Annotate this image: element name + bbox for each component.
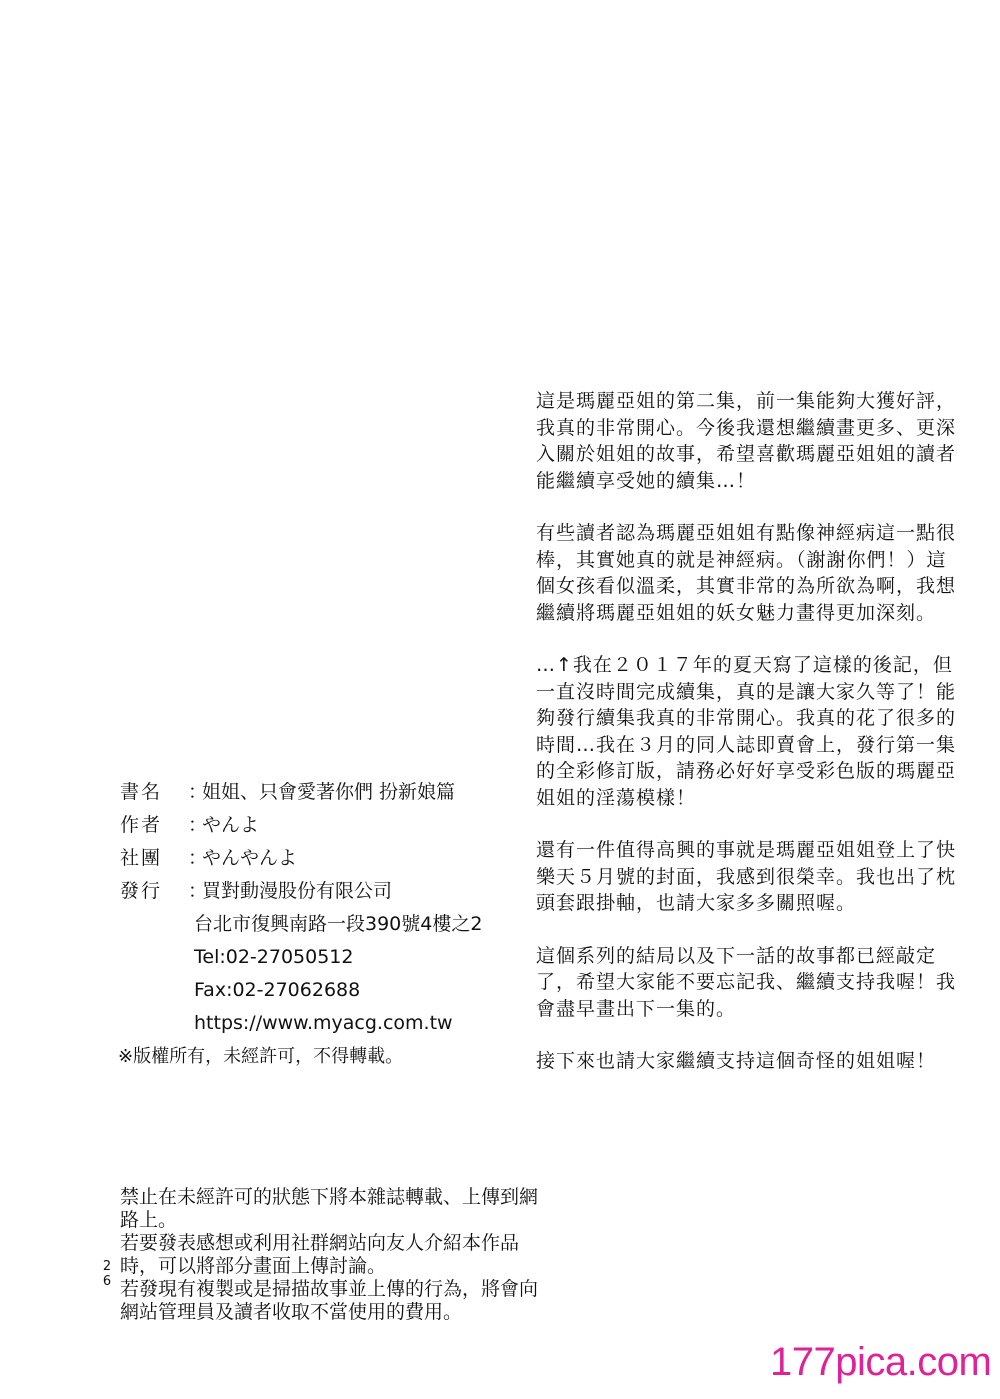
publisher-tel: Tel:02-27050512 (194, 946, 354, 968)
afterword-paragraph-6: 接下來也請大家繼續支持這個奇怪的姐姐喔！ (536, 1050, 937, 1072)
colophon-title-row (120, 776, 520, 809)
afterword (536, 388, 956, 1101)
separator: ： (188, 880, 208, 902)
publisher-url: https://www.myacg.com.tw (194, 1012, 453, 1034)
publisher-fax: Fax:02-27062688 (194, 979, 361, 1001)
colophon-circle-row (120, 842, 520, 875)
author-label: 作者 (120, 814, 163, 836)
separator: ： (188, 781, 208, 803)
circle-value: やんやんよ (202, 847, 298, 869)
separator: ： (188, 847, 208, 869)
notice-line-3: 若發現有複製或是掃描故事並上傳的行為，將會向網站管理員及讀者收取不當使用的費用。 (120, 1278, 539, 1323)
colophon-author-row (120, 809, 520, 842)
notice-line-1: 禁止在未經許可的狀態下將本雜誌轉載、上傳到網路上。 (120, 1186, 539, 1231)
notice-line-2: 若要發表感想或利用社群網站向友人介紹本作品時，可以將部分畫面上傳討論。 (120, 1232, 520, 1277)
afterword-paragraph-1: 這是瑪麗亞姐的第二集，前一集能夠大獲好評，我真的非常開心。今後我還想繼續畫更多、更深入關於姐姐的故事，希望喜歡瑪麗亞姐姐的讀者能繼續享受她的續集…！ (536, 390, 957, 492)
separator: ： (188, 814, 208, 836)
afterword-paragraph-3: …↑我在２０１７年的夏天寫了這樣的後記，但一直沒時間完成續集，真的是讓大家久等了！能夠發行續集我真的非常開心。我真的花了很多的時間…我在３月的同人誌即賣會上，發行第一集的全彩修訂版，請務必好好享受彩色版的瑪麗亞姐姐的淫蕩模樣！ (536, 654, 957, 809)
copyright-notice: ※版權所有，未經許可，不得轉載。 (118, 1046, 404, 1067)
colophon (120, 776, 520, 1073)
author-value: やんよ (202, 814, 260, 836)
afterword-paragraph-5: 這個系列的結局以及下一話的故事都已經敲定了，希望大家能不要忘記我、繼續支持我喔！我會盡早畫出下一集的。 (536, 944, 957, 1020)
circle-label: 社團 (120, 847, 163, 869)
page-number: 26 (102, 1259, 112, 1289)
legal-notice (120, 1186, 540, 1324)
afterword-paragraph-4: 還有一件值得高興的事就是瑪麗亞姐姐登上了快樂天５月號的封面，我感到很榮幸。我也出了枕頭套跟掛軸，也請大家多多關照喔。 (536, 839, 957, 914)
title-label: 書名 (120, 781, 163, 803)
publisher-value: 買對動漫股份有限公司 (202, 880, 393, 902)
colophon-publisher-row (120, 875, 520, 908)
title-value: 姐姐、只會愛著你們 扮新娘篇 (202, 781, 456, 803)
publisher-label: 發行 (120, 880, 163, 902)
site-watermark: 177pica.com (770, 1340, 992, 1384)
afterword-paragraph-2: 有些讀者認為瑪麗亞姐姐有點像神經病這一點很棒，其實她真的就是神經病。（謝謝你們！）這個女孩看似溫柔，其實非常的為所欲為啊，我想繼續將瑪麗亞姐姐的妖女魅力畫得更加深刻。 (536, 522, 957, 624)
publisher-address: 台北市復興南路一段390號4樓之2 (194, 913, 483, 935)
